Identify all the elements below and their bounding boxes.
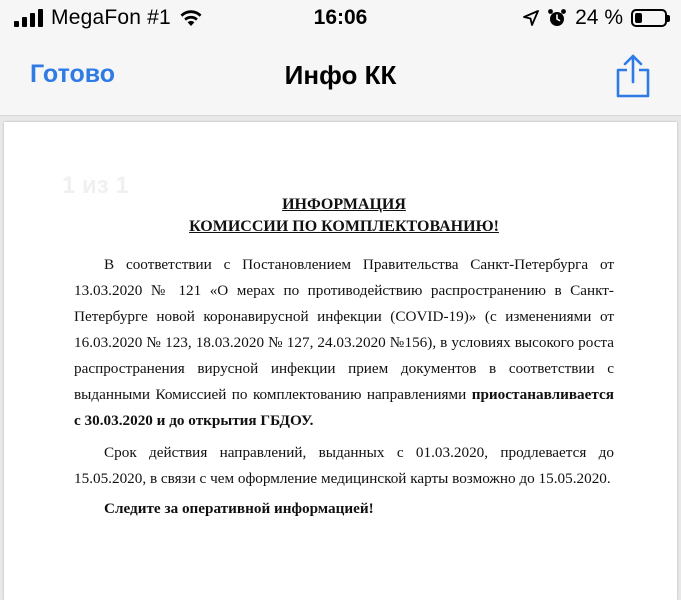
status-time: 16:06 (313, 6, 368, 29)
paragraph-1-bold-text: приостанавливается с 30.03.2020 и до открытия ГБДОУ. (74, 386, 614, 429)
share-button[interactable] (613, 52, 653, 100)
battery-percent: 24 % (575, 6, 623, 29)
battery-level-fill (635, 13, 642, 23)
nav-title: Инфо КК (284, 60, 397, 90)
document-heading-line2: КОМИССИИ ПО КОМПЛЕКТОВАНИЮ! (189, 218, 499, 235)
carrier-name: MegaFon #1 (51, 6, 171, 29)
status-right (523, 6, 667, 30)
document-paragraph-1 (74, 252, 614, 434)
document-content (74, 194, 614, 522)
alarm-icon (547, 8, 567, 28)
page-indicator: 1 из 1 (62, 172, 129, 199)
battery-icon (631, 9, 667, 27)
share-icon (613, 52, 653, 100)
status-left (14, 6, 203, 30)
document-heading-line1: ИНФОРМАЦИЯ (282, 196, 406, 213)
location-arrow-icon (523, 10, 539, 26)
done-button[interactable]: Готово (30, 60, 116, 88)
paragraph-1-text: В соответствии с Постановлением Правительства Санкт-Петербурга от 13.03.2020 № 121 «О мерах по противодействию распространению в Санкт-Петербурге новой коронавирусной инфекции (COVID-19)» (с изменениями от 16.03.2020 № 123, 18.03.2020 № 127, 24.03.2020 №156), в условиях высокого роста распространения вирусной инфекции прием документов в соответствии с выданными Комиссией по комплектованию направлениями (74, 256, 614, 403)
status-bar (0, 0, 681, 38)
document-paragraph-2: Срок действия направлений, выданных с 01.03.2020, продлевается до 15.05.2020, в связи с чем оформление медицинской карты возможно до 15.05.2020. (74, 444, 614, 487)
document-viewer[interactable] (0, 116, 681, 600)
document-page (4, 122, 677, 600)
document-closing: Следите за оперативной информацией! (104, 500, 374, 517)
wifi-icon (179, 9, 203, 27)
signal-icon (14, 9, 43, 27)
navigation-bar (0, 38, 681, 116)
